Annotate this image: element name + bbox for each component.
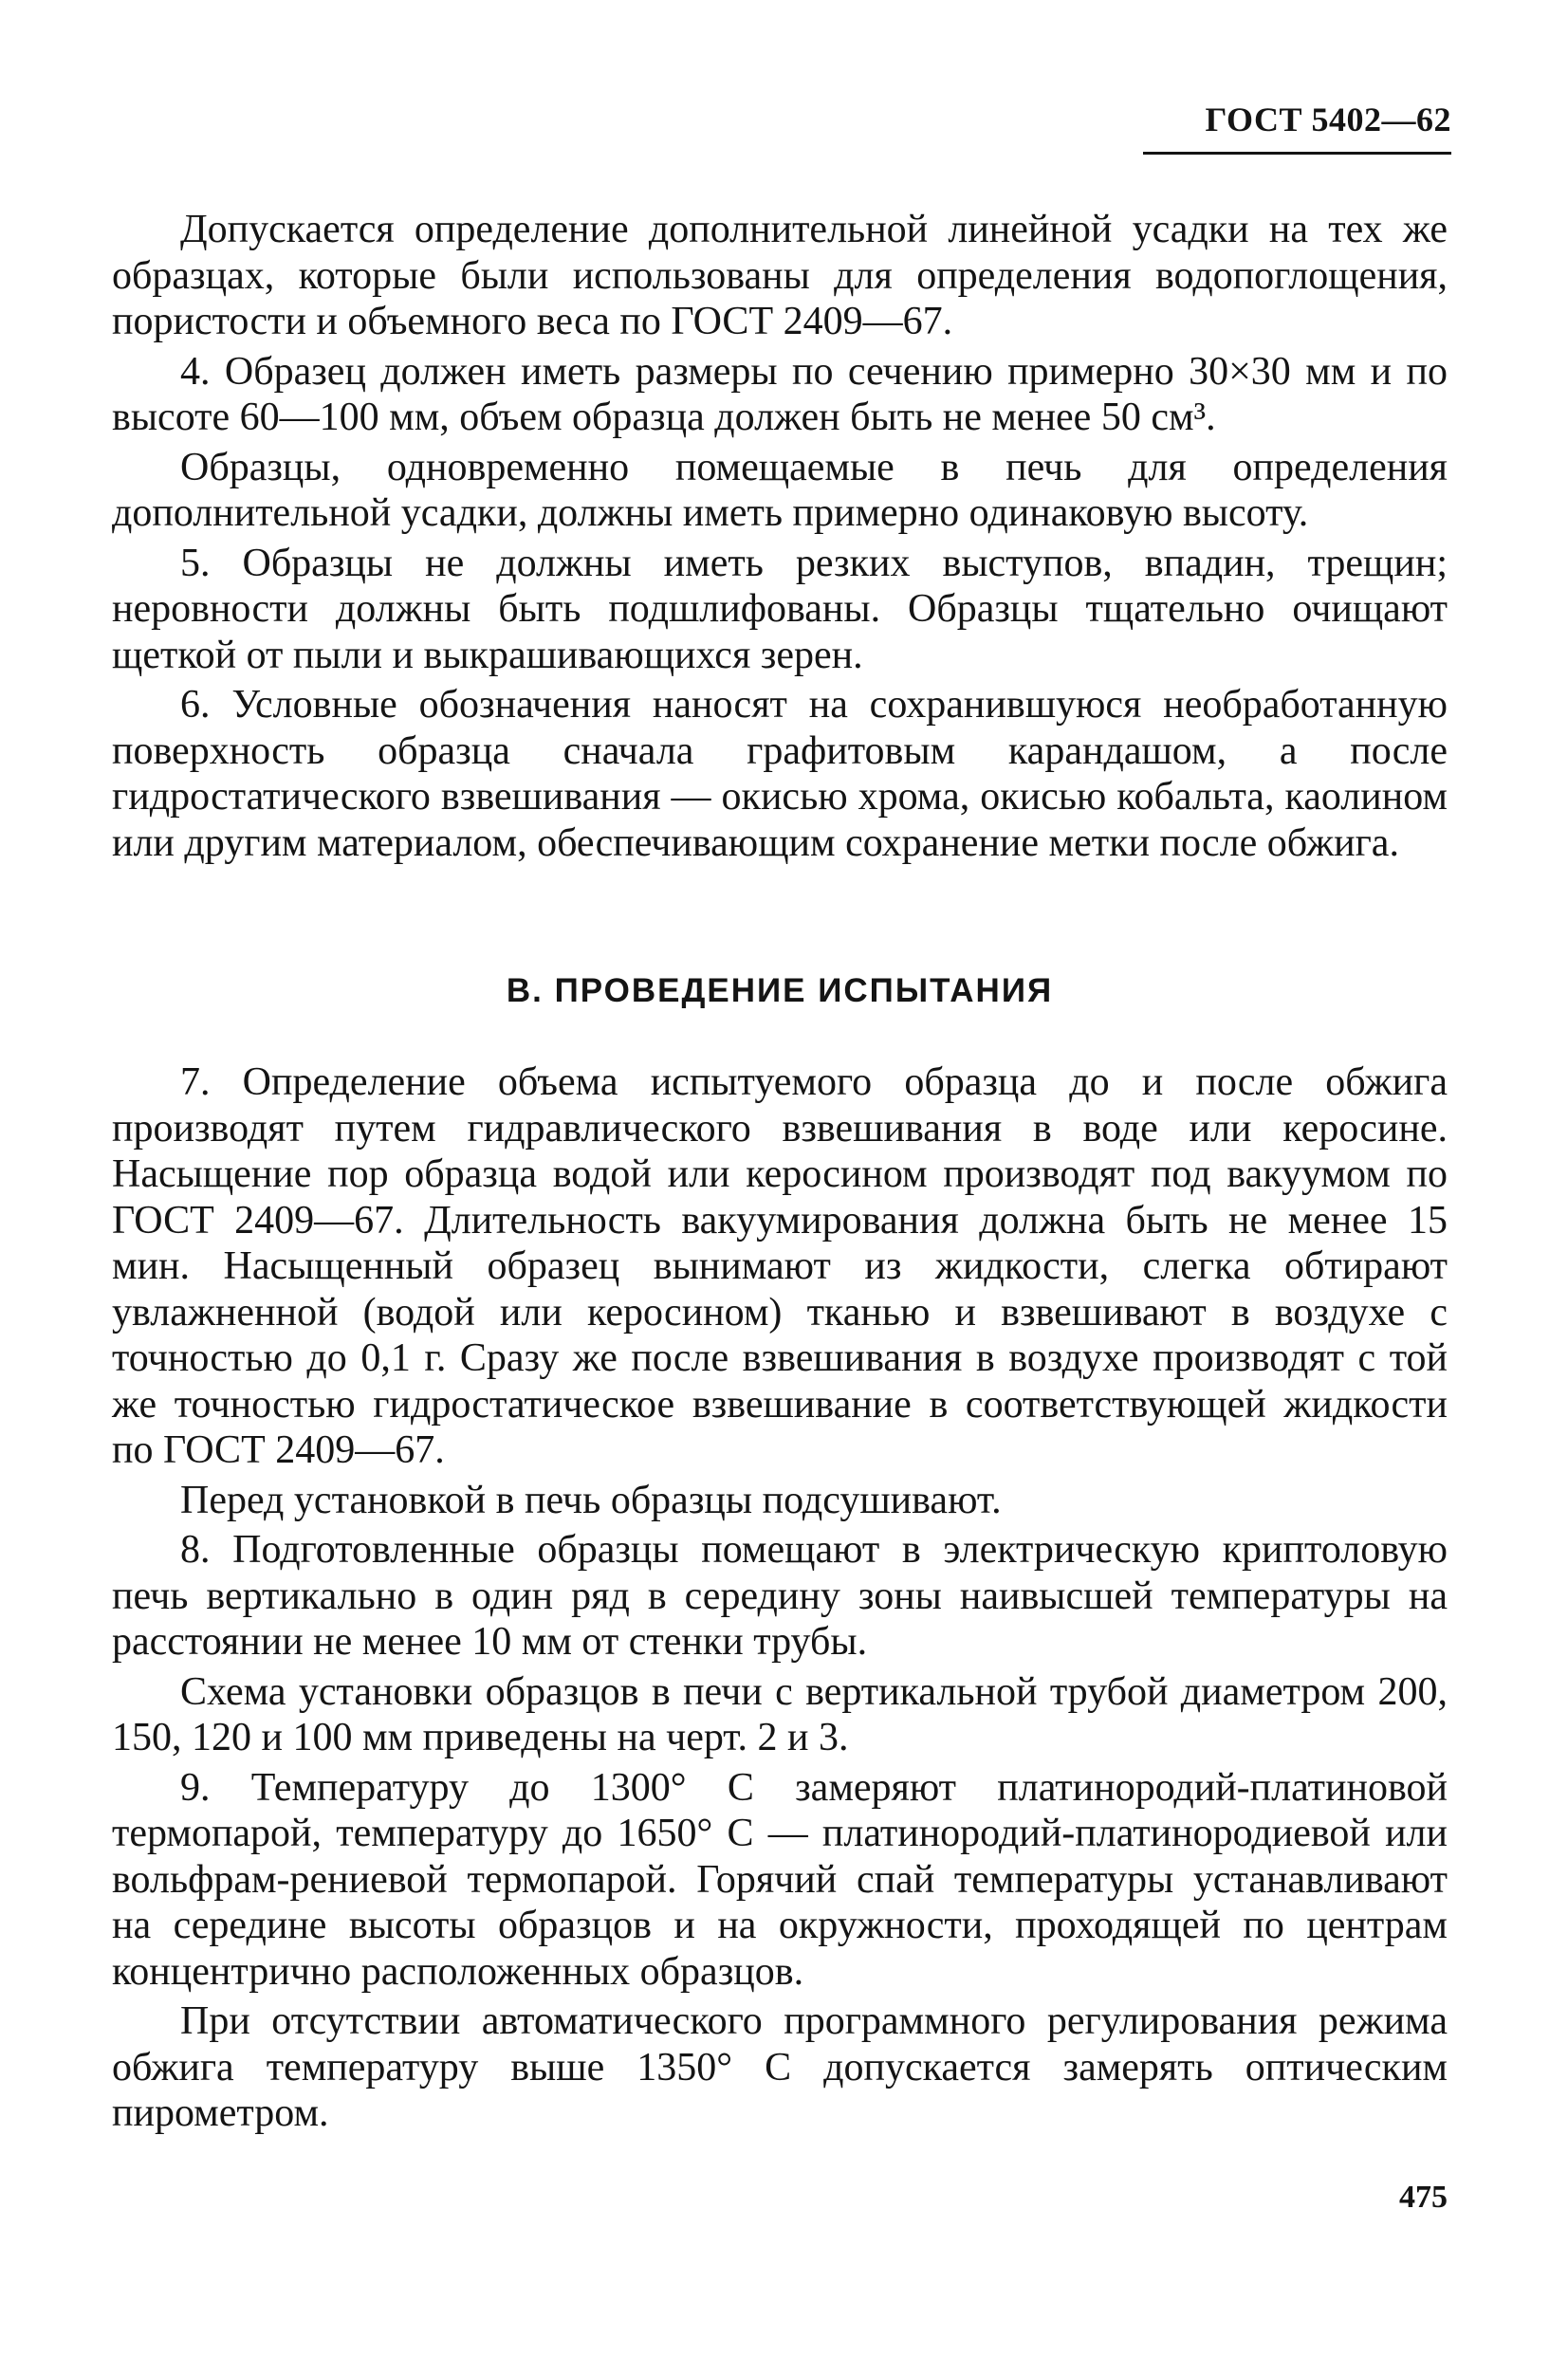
document-header: ГОСТ 5402—62 <box>1205 101 1451 138</box>
paragraph-item-6: 6. Условные обозначения наносят на сохранившуюся необработанную поверхность образца сначала графитовым карандашом, а после гидростатического взвешивания — окисью хрома, окисью кобальта, каолином или другим материалом, обеспечивающим сохранение метки после обжига. <box>112 683 1448 865</box>
document-body <box>112 207 1448 2137</box>
paragraph-item-9-note: При отсутствии автоматического программного регулирования режима обжига температуру выше 1350° С допускается замерять оптическим пирометром. <box>112 1999 1448 2135</box>
paragraph-item-7-note: Перед установкой в печь образцы подсушивают. <box>180 1478 1002 1522</box>
paragraph-item-8: 8. Подготовленные образцы помещают в электрическую криптоловую печь вертикально в один ряд в середину зоны наивысшей температуры на расстоянии не менее 10 мм от стенки трубы. <box>112 1528 1448 1664</box>
paragraph-item-5: 5. Образцы не должны иметь резких выступов, впадин, трещин; неровности должны быть подшлифованы. Образцы тщательно очищают щеткой от пыли и выкрашивающихся зерен. <box>112 541 1448 677</box>
paragraph-intro-1: Допускается определение дополнительной линейной усадки на тех же образцах, которые были использованы для определения водопоглощения, пористости и объемного веса по ГОСТ 2409—67. <box>112 208 1448 343</box>
paragraph-item-9: 9. Температуру до 1300° С замеряют платинородий-платиновой термопарой, температуру до 1650° С — платинородий-платинородиевой или вольфрам-рениевой термопарой. Горячий спай температуры устанавливают на середине высоты образцов и на окружности, проходящей по центрам концентрично расположенных образцов. <box>112 1765 1448 1994</box>
header-rule <box>1143 152 1451 155</box>
paragraph-item-7: 7. Определение объема испытуемого образца до и после обжига производят путем гидравлического взвешивания в воде или керосине. Насыщение пор образца водой или керосином производят под вакуумом по ГОСТ 2409—67. Длительность вакуумирования должна быть не менее 15 мин. Насыщенный образец вынимают из жидкости, слегка обтирают увлажненной (водой или керосином) тканью и взвешивают в воздухе с точностью до 0,1 г. Сразу же после взвешивания в воздухе производят с той же точностью гидростатическое взвешивание в соответствующей жидкости по ГОСТ 2409—67. <box>112 1060 1448 1472</box>
page-number: 475 <box>1399 2180 1448 2215</box>
paragraph-item-4: 4. Образец должен иметь размеры по сечению примерно 30×30 мм и по высоте 60—100 мм, объем образца должен быть не менее 50 см³. <box>112 349 1448 439</box>
paragraph-item-8-note: Схема установки образцов в печи с вертикальной трубой диаметром 200, 150, 120 и 100 мм приведены на черт. 2 и 3. <box>112 1669 1448 1759</box>
paragraph-item-4-cont: Образцы, одновременно помещаемые в печь для определения дополнительной усадки, должны иметь примерно одинаковую высоту. <box>112 445 1448 535</box>
section-heading: В. ПРОВЕДЕНИЕ ИСПЫТАНИЯ <box>506 972 1054 1009</box>
